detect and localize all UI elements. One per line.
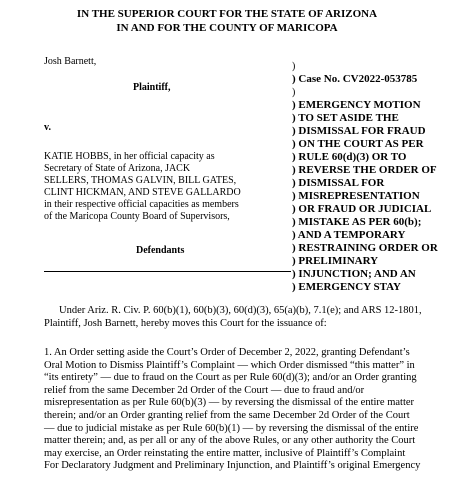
motion-title-line: ) PRELIMINARY xyxy=(292,255,379,267)
defendants-line: KATIE HOBBS, in her official capacity as xyxy=(44,151,215,162)
motion-title-line: ) MISREPRESENTATION xyxy=(292,190,420,202)
defendants-line: of the Maricopa County Board of Supervisors, xyxy=(44,211,230,222)
intro-line: Under Ariz. R. Civ. P. 60(b)(1), 60(b)(3), 60(d)(3), 65(a)(b), 7.1(e); and ARS 12-1801, xyxy=(59,305,422,316)
motion-title-line: ) EMERGENCY MOTION xyxy=(292,99,421,111)
paragraph-line: — due to judicial mistake as per Rule 60(b)(1) — by reversing the dismissal of the entire xyxy=(44,422,419,434)
defendants-line: in their respective official capacities as members xyxy=(44,199,239,210)
motion-title-line: ) RESTRAINING ORDER OR xyxy=(292,242,438,254)
motion-title-line: ) RULE 60(d)(3) OR TO xyxy=(292,151,407,163)
motion-title-line: ) OR FRAUD OR JUDICIAL xyxy=(292,203,432,215)
court-heading xyxy=(0,7,454,35)
motion-title-line: ) ON THE COURT AS PER xyxy=(292,138,424,150)
case-number: ) Case No. CV2022-053785 xyxy=(292,73,418,85)
motion-title-line: ) MISTAKE AS PER 60(b); xyxy=(292,216,422,228)
intro-paragraph xyxy=(44,305,444,330)
caption-paren-line: ) xyxy=(292,87,296,98)
paragraph-line: relief from the same December 2d Order of the Court — due to fraud and/or xyxy=(44,384,365,396)
defendants-label: Defendants xyxy=(136,245,185,256)
motion-title-line: ) DISMISSAL FOR xyxy=(292,177,385,189)
motion-title-line: ) EMERGENCY STAY xyxy=(292,281,401,293)
defendants-line: Secretary of State of Arizona, JACK xyxy=(44,163,191,174)
motion-title-line: ) TO SET ASIDE THE xyxy=(292,112,399,124)
motion-title-line: ) AND A TEMPORARY xyxy=(292,229,406,241)
paragraph-line: may exercise, an Order reinstating the entire matter, inclusive of Plaintiff’s Complaint xyxy=(44,447,406,459)
paragraph-1 xyxy=(44,347,444,473)
intro-line: Plaintiff, Josh Barnett, hereby moves this Court for the issuance of: xyxy=(44,317,327,329)
versus-label: v. xyxy=(44,122,51,133)
court-heading-line-1: IN THE SUPERIOR COURT FOR THE STATE OF ARIZONA xyxy=(76,8,378,20)
paragraph-line: misrepresentation as per Rule 60(b)(3) — by reversing the dismissal of the entire matter xyxy=(44,397,415,409)
paragraph-line: 1. An Order setting aside the Court’s Order of December 2, 2022, granting Defendant’s xyxy=(44,347,410,358)
plaintiff-name: Josh Barnett, xyxy=(44,56,97,67)
motion-title-line: ) REVERSE THE ORDER OF xyxy=(292,164,437,176)
plaintiff-label: Plaintiff, xyxy=(133,82,171,93)
caption-paren-line: ) xyxy=(292,61,296,72)
motion-title-line: ) DISMISSAL FOR FRAUD xyxy=(292,125,426,137)
paragraph-line: matter therein; and, as per all or any of the above Rules, or any other authority the Court xyxy=(44,435,416,447)
defendants-line: CLINT HICKMAN, AND STEVE GALLARDO xyxy=(44,187,241,198)
paragraph-line: For Declaratory Judgment and Preliminary Injunction, and Plaintiff’s original Emergency xyxy=(44,460,421,472)
motion-title-line: ) INJUNCTION; AND AN xyxy=(292,268,416,280)
paragraph-line: “its entirety” — due to fraud on the Court as per Rule 60(d)(3); and/or an Order granting xyxy=(44,372,417,384)
court-heading-line-2: IN AND FOR THE COUNTY OF MARICOPA xyxy=(116,22,338,34)
paragraph-line: therein; and/or an Order granting relief from the same December 2d Order of the Court xyxy=(44,409,410,421)
defendants-block xyxy=(44,151,241,223)
caption-divider-line xyxy=(44,271,291,272)
defendants-line: SELLERS, THOMAS GALVIN, BILL GATES, xyxy=(44,175,237,186)
paragraph-line: Oral Motion to Dismiss Plaintiff’s Complaint — which Order dismissed “this matter” in xyxy=(44,359,415,371)
case-caption-right-column xyxy=(292,60,454,294)
